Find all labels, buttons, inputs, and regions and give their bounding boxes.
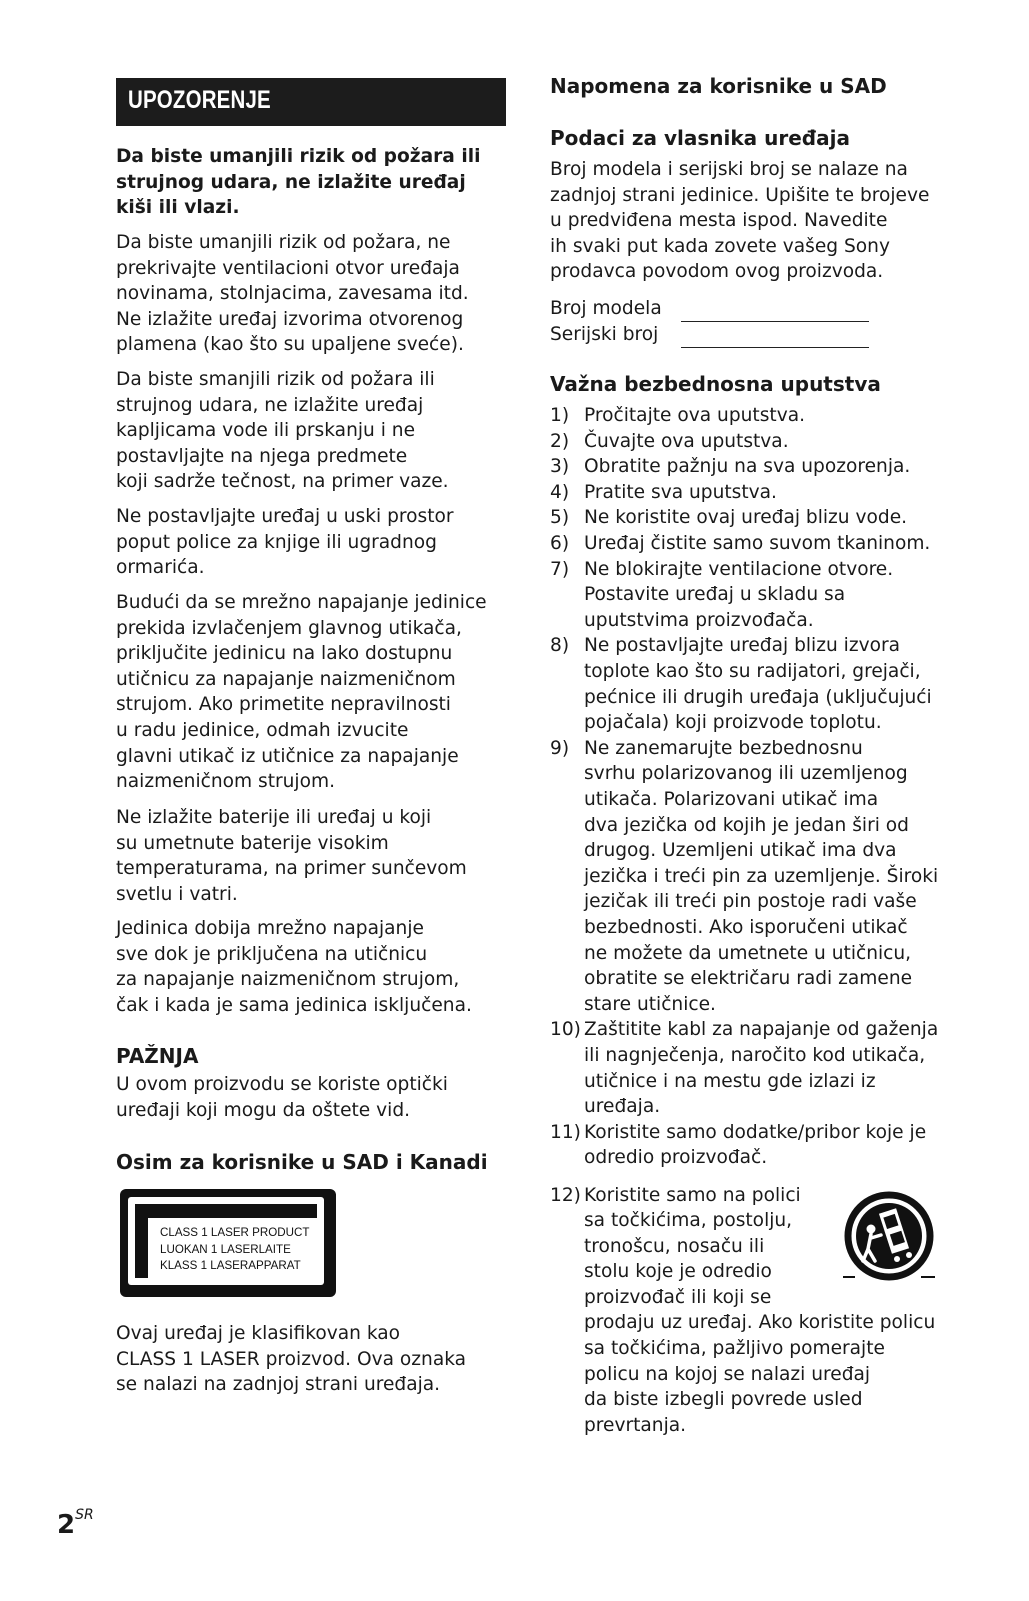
cart-tipover-warning-icon: [841, 1191, 937, 1281]
safety-item-text: Uređaj čistite samo suvom tkaninom.: [584, 533, 931, 554]
except-usa-canada-heading: Osim za korisnike u SAD i Kanadi: [116, 1150, 488, 1174]
safety-item-number: 6): [550, 533, 570, 554]
safety-item-number: 8): [550, 635, 570, 657]
warning-bold-intro: Da biste umanjili rizik od požara ili strujnog udara, ne izlažite uređaj kiši ili vlazi.: [116, 146, 481, 219]
safety-instructions-heading: Važna bezbednosna uputstva: [550, 372, 881, 396]
warning-title: UPOZORENJE: [128, 86, 271, 114]
laser-label-text: CLASS 1 LASER PRODUCT LUOKAN 1 LASERLAITE KLASS 1 LASERAPPARAT: [160, 1226, 310, 1272]
safety-item-number: 2): [550, 430, 570, 452]
paragraph-batteries: Ne izlažite baterije ili uređaj u koji su umetnute baterije visokim temperaturama, na primer sunčevom svetlu i vatri.: [116, 807, 467, 905]
paragraph-mains-plug: Budući da se mrežno napajanje jedinice prekida izvlačenjem glavnog utikača, priključite jedinicu na lako dostupnu utičnicu za napajanje naizmeničnom strujom. Ako primetite nepravilnosti u radu jedinice, odmah izvucite glavni utikač iz utičnice za napajanje naizmeničnom strujom.: [116, 592, 487, 793]
serial-number-label: Serijski broj: [550, 324, 659, 345]
paragraph-power-supply: Jedinica dobija mrežno napajanje sve dok je priključena na utičnicu za napajanje naizmeničnom strujom, čak i kada je sama jedinica isključena.: [116, 918, 472, 1016]
serial-number-field: [681, 347, 869, 348]
caution-text: U ovom proizvodu se koriste optički uređaji koji mogu da oštete vid.: [116, 1074, 448, 1121]
safety-item-number: 7): [550, 558, 570, 580]
owner-record-heading: Podaci za vlasnika uređaja: [550, 126, 850, 150]
laser-class-text: Ovaj uređaj je klasifikovan kao CLASS 1 LASER proizvod. Ova oznaka se nalazi na zadnjoj strani uređaja.: [116, 1323, 467, 1396]
safety-item-number: 1): [550, 405, 570, 426]
caution-heading: PAŽNJA: [116, 1044, 199, 1068]
paragraph-bookcase: Ne postavljajte uređaj u uski prostor poput police za knjige ili ugradnog ormarića.: [116, 506, 454, 579]
safety-item-text: Pratite sva uputstva.: [584, 481, 777, 503]
safety-item-number: 9): [550, 737, 570, 759]
paragraph-ventilation: Da biste umanjili rizik od požara, ne prekrivajte ventilacioni otvor uređaja novinama, stolnjacima, zavesama itd. Ne izlažite uređaj izvorima otvorenog plamena (kao što su upaljene sveće).: [116, 232, 469, 356]
safety-item-text: Obratite pažnju na sva upozorenja.: [584, 456, 911, 478]
safety-item-number: 4): [550, 481, 570, 503]
safety-item-text: Koristite samo dodatke/pribor koje je odredio proizvođač.: [584, 1121, 927, 1169]
laser-product-label: [120, 1189, 336, 1297]
safety-item-number: 10): [550, 1019, 581, 1041]
model-number-field: [681, 321, 869, 322]
safety-item-number: 11): [550, 1121, 581, 1143]
safety-item-text: Čuvajte ova uputstva.: [584, 430, 789, 452]
safety-item-number: 12): [550, 1184, 581, 1206]
safety-item-text: Ne blokirajte ventilacione otvore. Postavite uređaj u skladu sa uputstvima proizvođača.: [584, 558, 894, 631]
safety-item-number: 5): [550, 507, 570, 529]
safety-item-text: Zaštitite kabl za napajanje od gaženja ili nagnječenja, naročito kod utikača, utičnice i na mestu gde izlazi iz uređaja.: [584, 1019, 939, 1118]
safety-item-text: Koristite samo na polici sa točkićima, postolju, tronošcu, nosaču ili stolu koje je odredio proizvođač ili koji se prodaju uz uređaj. Ako koristite policu sa točkićima, pažljivo pomerajte policu na kojoj se nalazi uređaj da biste izbegli povrede usled prevrtanja.: [584, 1184, 936, 1436]
usa-note-heading: Napomena za korisnike u SAD: [550, 74, 887, 98]
safety-item-number: 3): [550, 456, 570, 478]
page-number: $2^{SR}$: [57, 1507, 94, 1540]
safety-item-text: Ne postavljajte uređaj blizu izvora toplote kao što su radijatori, grejači, pećnice ili drugih uređaja (uključujući pojačala) koji proizvode toplotu.: [584, 635, 932, 734]
model-number-label: Broj modela: [550, 298, 662, 319]
warning-banner: [116, 78, 506, 126]
safety-item-text: Ne zanemarujte bezbednosnu svrhu polarizovanog ili uzemljenog utikača. Polarizovani utikač ima dva jezička od kojih je jedan širi od drugog. Uzemljeni utikač ima dva jezička i treći pin za uzemljenje. Široki jezičak ili treći pin postoje radi vaše bezbednosti. Ako isporučeni utikač ne možete da umetnete u utičnicu, obratite se električaru radi zamene stare utičnice.: [584, 737, 939, 1015]
safety-item-text: Ne koristite ovaj uređaj blizu vode.: [584, 507, 908, 529]
owner-record-text: Broj modela i serijski broj se nalaze na zadnjoj strani jedinice. Upišite te brojeve u predviđena mesta ispod. Navedite ih svaki put kada zovete vašeg Sony prodavca povodom ovog proizvoda.: [550, 159, 930, 283]
safety-item-text: Pročitajte ova uputstva.: [584, 405, 806, 426]
paragraph-water: Da biste smanjili rizik od požara ili strujnog udara, ne izlažite uređaj kapljicama vode ili prskanju i ne postavljajte na njega predmete koji sadrže tečnost, na primer vaze.: [116, 369, 449, 493]
